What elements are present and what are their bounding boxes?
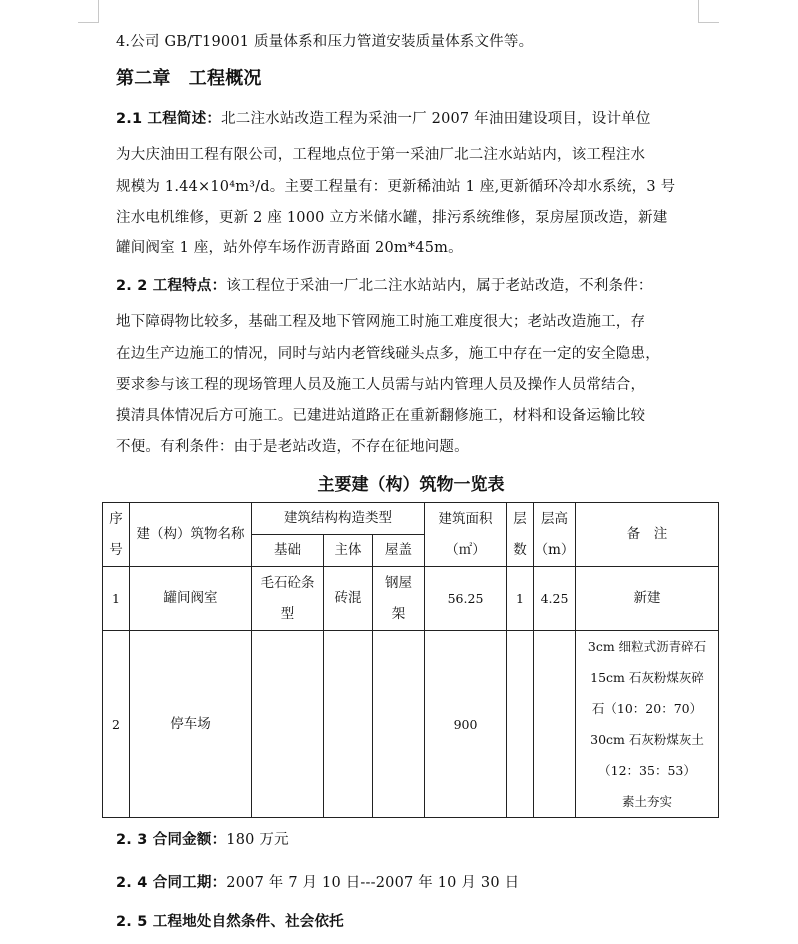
table-row (103, 631, 719, 818)
chapter-title: 第二章 工程概况 (116, 68, 262, 89)
header-seq-line-1: 序 (109, 510, 123, 527)
table-row (103, 567, 719, 631)
section-2-1-line-1 (116, 107, 651, 128)
row-2-foundation (252, 631, 324, 818)
section-2-2-line-1 (116, 274, 653, 295)
section-2-2-line-6: 不便。有利条件：由于是老站改造，不存在征地问题。 (116, 439, 469, 455)
section-2-2-text: 该工程位于采油一厂北二注水站站内，属于老站改造，不利条件： (226, 278, 653, 294)
row-2-remarks-line: 15cm 石灰粉煤灰碎 (590, 670, 704, 685)
section-2-5 (116, 910, 344, 931)
row-1-height: 4.25 (534, 567, 576, 631)
section-2-2-line-4: 要求参与该工程的现场管理人员及施工人员需与站内管理人员及操作人员常结合， (116, 377, 646, 393)
header-structure-type: 建筑结构构造类型 (252, 503, 425, 535)
row-2-remarks-line: 3cm 细粒式沥青碎石 (587, 639, 707, 654)
header-area (425, 503, 507, 567)
crop-mark-right (698, 0, 719, 23)
header-floors-line-1: 层 (513, 510, 527, 527)
header-floors-line-2: 数 (513, 541, 527, 558)
row-1-foundation-line-2: 型 (280, 605, 295, 622)
row-2-name: 停车场 (130, 631, 252, 818)
header-height-line-1: 层高 (541, 510, 569, 527)
row-2-main-body (324, 631, 373, 818)
section-2-4 (116, 871, 519, 892)
row-1-area: 56.25 (425, 567, 507, 631)
header-height-line-2: （m） (534, 541, 575, 558)
row-1-main-body: 砖混 (324, 567, 373, 631)
section-2-3 (116, 828, 289, 849)
row-2-remarks-line: 石（10：20：70） (591, 701, 703, 716)
header-height (534, 503, 576, 567)
section-2-2-line-5: 摸清具体情况后方可施工。已建进站道路正在重新翻修施工，材料和设备运输比较 (116, 408, 646, 424)
header-remarks: 备 注 (576, 503, 719, 567)
row-1-remarks: 新建 (576, 567, 719, 631)
header-seq (103, 503, 130, 567)
section-2-1-heading: 2.1 工程简述： (116, 111, 222, 127)
row-2-height (534, 631, 576, 818)
row-2-roof (373, 631, 425, 818)
row-1-name: 罐间阀室 (130, 567, 252, 631)
header-floors (507, 503, 534, 567)
table-header-row-1 (103, 503, 719, 535)
section-2-1-line-4: 注水电机维修，更新 2 座 1000 立方米储水罐，排污系统维修，泵房屋顶改造，新建 (116, 210, 668, 226)
row-2-remarks (576, 631, 719, 818)
header-foundation: 基础 (252, 535, 324, 567)
section-2-4-heading: 2. 4 合同工期： (116, 875, 227, 891)
header-name: 建（构）筑物名称 (130, 503, 252, 567)
row-1-seq: 1 (103, 567, 130, 631)
section-2-2-heading: 2. 2 工程特点： (116, 278, 227, 294)
section-2-1-line-2: 为大庆油田工程有限公司，工程地点位于第一采油厂北二注水站站内，该工程注水 (116, 147, 646, 163)
section-2-3-heading: 2. 3 合同金额： (116, 832, 227, 848)
table-title: 主要建（构）筑物一览表 (317, 475, 505, 495)
header-roof: 屋盖 (373, 535, 425, 567)
section-2-1-line-5: 罐间阀室 1 座，站外停车场作沥青路面 20m*45m。 (116, 240, 463, 256)
row-2-floors (507, 631, 534, 818)
row-1-floors: 1 (507, 567, 534, 631)
row-2-remarks-line: 素土夯实 (622, 794, 673, 809)
row-2-seq: 2 (103, 631, 130, 818)
row-1-foundation-line-1: 毛石砼条 (260, 574, 315, 591)
header-main-body: 主体 (324, 535, 373, 567)
header-area-line-2: （㎡） (445, 541, 486, 558)
section-2-3-value: 180 万元 (226, 832, 289, 848)
section-2-2-line-2: 地下障碍物比较多，基础工程及地下管网施工时施工难度很大；老站改造施工，存 (116, 314, 646, 330)
row-2-remarks-line: 30cm 石灰粉煤灰土 (590, 732, 704, 747)
row-2-remarks-line: （12：35：53） (598, 763, 696, 778)
row-1-roof (373, 567, 425, 631)
buildings-table (102, 502, 719, 818)
section-2-1-line-3: 规模为 1.44×10⁴m³/d。主要工程量有：更新稀油站 1 座,更新循环冷却水系统，3 号 (116, 179, 676, 195)
section-2-5-heading: 2. 5 工程地处自然条件、社会依托 (116, 914, 344, 930)
row-2-area: 900 (425, 631, 507, 818)
header-area-line-1: 建筑面积 (438, 510, 493, 527)
paragraph-4: 4.公司 GB/T19001 质量体系和压力管道安装质量体系文件等。 (116, 34, 534, 50)
row-1-foundation (252, 567, 324, 631)
section-2-4-value: 2007 年 7 月 10 日---2007 年 10 月 30 日 (226, 875, 520, 891)
row-1-roof-line-2: 架 (391, 605, 406, 622)
section-2-1-text: 北二注水站改造工程为采油一厂 2007 年油田建设项目，设计单位 (221, 111, 651, 127)
section-2-2-line-3: 在边生产边施工的情况，同时与站内老管线碰头点多，施工中存在一定的安全隐患， (116, 346, 660, 362)
header-seq-line-2: 号 (109, 541, 123, 558)
crop-mark-left (78, 0, 99, 23)
row-1-roof-line-1: 钢屋 (385, 574, 412, 591)
